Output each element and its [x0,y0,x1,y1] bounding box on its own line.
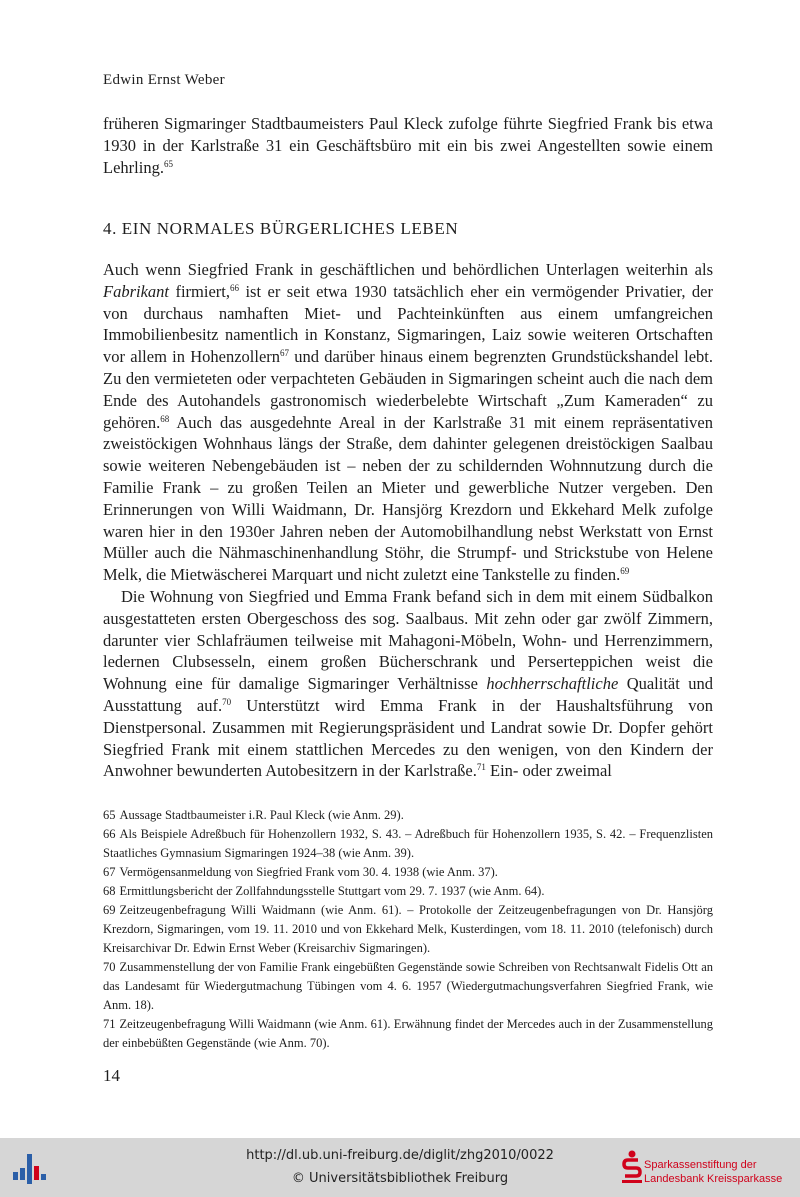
footnote-text: Zeitzeugenbefragung Willi Waidmann (wie Anm. 61). – Protokolle der Zeitzeugenbefragungen von Dr. Hansjörg Krezdorn, Sigmaringen, vom 19. 11. 2010 und von Ekkehard Melk, Kusterdingen, vom 18. 11. 2010 (telefonisch) durch Kreisarchivar Dr. Edwin Ernst Weber (Kreisarchiv Sigmaringen). [103,903,713,955]
running-head: Edwin Ernst Weber [103,72,225,88]
footnote [103,825,713,863]
footnote-ref[interactable]: 66 [229,282,239,293]
copyright-notice: © Universitätsbibliothek Freiburg [291,1171,509,1186]
footnote-ref[interactable]: 65 [163,159,173,169]
footnote-number: 68 [103,884,116,898]
emphasis: Fabrikant [103,281,169,301]
footnote-text: Ermittlungsbericht der Zollfahndungsstelle Stuttgart vom 29. 7. 1937 (wie Anm. 64). [119,884,545,898]
footnote-number: 67 [103,865,116,879]
footnote [103,958,713,1015]
permalink-url[interactable]: http://dl.ub.uni-freiburg.de/diglit/zhg2010/0022 [246,1148,554,1163]
footnote-ref[interactable]: 67 [280,348,290,359]
footnote-number: 70 [103,960,116,974]
text-run: Die Wohnung von Siegfried und Emma Frank befand sich in dem mit einem Südbalkon ausgestatteten ersten Obergeschoss des sog. Saalbaus. Mit zehn oder gar zwölf Zimmern, darunter vier Schlafräumen teilweise mit Mahagoni-Möbeln, Wohn- und Herrenzimmern, ledernen Clubsesseln, einem großen Bücherschrank und Perserteppichen weist die Wohnung eine für damalige Sigmaringer Verhältnisse [103,586,713,694]
footnote-text: Vermögensanmeldung von Siegfried Frank vom 30. 4. 1938 (wie Anm. 37). [119,865,498,879]
text-run: Qualität und Ausstattung auf. [103,674,713,715]
sponsor-line: Landesbank Kreissparkasse [644,1173,783,1185]
footnote [103,806,713,825]
text-run: Unterstützt wird Emma Frank in der Haushaltsführung von Dienstpersonal. Zusammen mit Regierungspräsident und Landrat sowie Dr. Dopfer gehört Siegfried Frank mit einem stattlichen Mercedes zu den wenigen, von den Kindern der Anwohner bewunderten Autobesitzern in der Karlstraße. [103,695,713,781]
intro-text: früheren Sigmaringer Stadtbaumeisters Paul Kleck zufolge führte Siegfried Frank bis etwa 1930 in der Karlstraße 31 ein Geschäftsbüro mit ein bis zwei Angestellten sowie einem Lehrling. [103,114,713,177]
intro-paragraph [103,113,713,179]
footnote-text: Als Beispiele Adreßbuch für Hohenzollern 1932, S. 43. – Adreßbuch für Hohenzollern 1935, S. 42. – Frequenzlisten Staatliches Gymnasium Sigmaringen 1924–38 (wie Anm. 39). [103,827,713,860]
body-text [103,259,713,782]
footnote-ref[interactable]: 68 [160,413,170,424]
footnote-ref[interactable]: 70 [222,696,232,707]
footnote [103,863,713,882]
page-number: 14 [103,1066,120,1085]
footnote-number: 65 [103,808,116,822]
viewer-footer [0,1138,800,1197]
text-run: Auch wenn Siegfried Frank in geschäftlichen und behördlichen Unterlagen weiterhin als [103,260,713,279]
text-run: ist er seit etwa 1930 tatsächlich eher ein vermögender Privatier, der von durchaus namhaften Miet- und Pachteinkünften aus einem umfangreichen Immobilienbesitz namentlich in Konstanz, Sigmaringen, Laiz sowie weiteren Ortschaften vor allem in Hohenzollern [103,281,713,367]
emphasis: hochherrschaftliche [486,674,619,694]
footnote-text: Aussage Stadtbaumeister i.R. Paul Kleck (wie Anm. 29). [119,808,404,822]
text-run: Auch das ausgedehnte Areal in der Karlstraße 31 mit einem repräsentativen zweistöckigen Wohnhaus längs der Straße, dem dahinter gelegenen dreistöckigen Saalbau sowie weiteren Nebengebäuden ist – neben der zu schildernden Wohnnutzung durch die Familie Frank – zu großen Teilen an Mieter und gewerbliche Nutzer vergeben. Den Erinnerungen von Willi Waidmann, Dr. Hansjörg Krezdorn und Ekkehard Melk zufolge waren hier in den 1930er Jahren neben der Automobilhandlung nebst Werkstatt von Ernst Müller auch die Nähmaschinenhandlung Stöhr, die Strumpf- und Strickstube von Helene Melk, die Mietwäscherei Marquart und nicht zuletzt eine Tankstelle zu finden. [103,412,713,585]
paragraph-1 [103,259,713,586]
paragraph-2 [103,586,713,782]
sparkasse-icon [622,1150,642,1184]
footnote [103,882,713,901]
section-heading: 4. EIN NORMALES BÜRGERLICHES LEBEN [103,219,459,238]
footnote-text: Zusammenstellung der von Familie Frank eingebüßten Gegenstände sowie Schreiben von Rechtsanwalt Fidelis Ott an das Landesamt für Wiedergutmachung Tübingen vom 4. 6. 1957 (Wiedergutmachungsverfahren Siegfried Frank, wie Anm. 18). [103,960,713,1012]
text-run: und darüber hinaus einem begrenzten Grundstückshandel lebt. Zu den vermieteten oder verpachteten Gebäuden in Sigmaringen scheint auch die nach dem Ende des Autohandels gastronomisch wiederbelebte Wirtschaft „Zum Kameraden“ zu gehören. [103,347,713,432]
footnote-ref[interactable]: 71 [476,762,486,773]
footnote-text: Zeitzeugenbefragung Willi Waidmann (wie Anm. 61). Erwähnung findet der Mercedes auch in der Zusammenstellung der einbebüßten Gegenstände (wie Anm. 70). [103,1017,713,1050]
footnote-number: 69 [103,903,116,917]
sponsor-logo[interactable] [622,1150,798,1190]
footnotes [103,806,713,1053]
footnote-number: 66 [103,827,116,841]
text-run: firmiert, [169,281,230,301]
sponsor-line: Sparkassenstiftung der [644,1159,757,1171]
footnote-number: 71 [103,1017,116,1031]
text-run: Ein- oder zweimal [485,761,612,781]
footnote [103,1015,713,1053]
footnote-ref[interactable]: 69 [620,566,630,577]
footnote [103,901,713,958]
sponsor-name [644,1158,782,1186]
